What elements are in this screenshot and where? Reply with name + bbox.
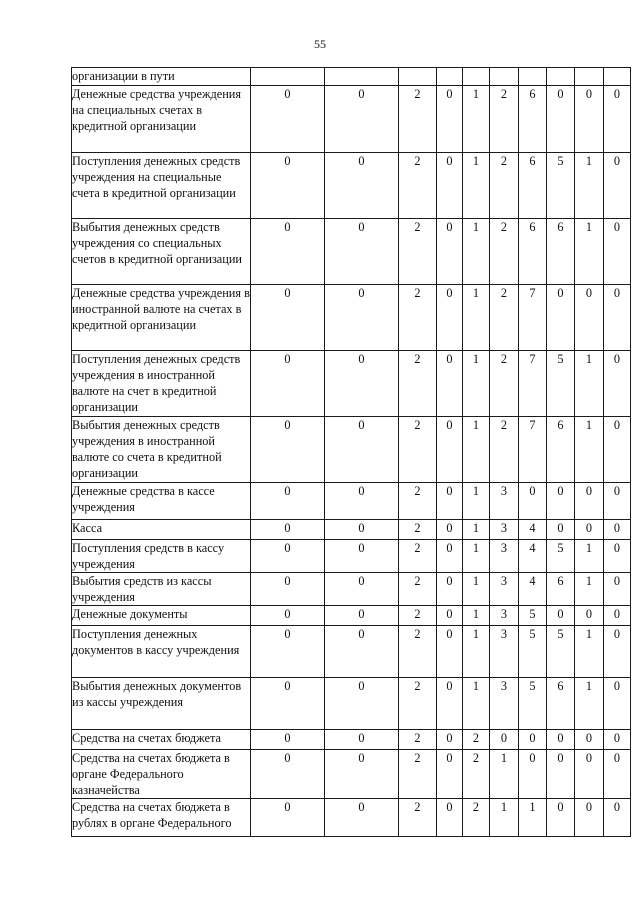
row-name-cell: Выбытия средств из кассы учреждения: [72, 573, 251, 606]
code-digit-cell: 2: [490, 219, 519, 285]
table-row: [72, 351, 631, 417]
code-digit-cell: [490, 68, 519, 86]
code-digit-cell: 0: [251, 285, 325, 351]
code-digit-cell: 0: [251, 606, 325, 626]
row-name-cell: организации в пути: [72, 68, 251, 86]
code-digit-cell: 0: [547, 606, 575, 626]
code-digit-cell: 3: [490, 520, 519, 540]
code-digit-cell: 3: [490, 626, 519, 678]
code-digit-cell: 0: [575, 86, 604, 153]
code-digit-cell: 1: [463, 678, 490, 730]
code-digit-cell: 2: [399, 285, 437, 351]
row-name-cell: Денежные средства учреждения на специальных счетах в кредитной организации: [72, 86, 251, 153]
table-body: [72, 68, 631, 837]
code-digit-cell: 0: [604, 520, 631, 540]
code-digit-cell: 0: [437, 540, 463, 573]
code-digit-cell: 1: [463, 573, 490, 606]
code-digit-cell: 2: [399, 219, 437, 285]
code-digit-cell: 0: [325, 219, 399, 285]
code-digit-cell: 0: [251, 219, 325, 285]
code-digit-cell: [399, 68, 437, 86]
code-digit-cell: 0: [437, 799, 463, 837]
code-digit-cell: 0: [325, 606, 399, 626]
code-digit-cell: 1: [463, 520, 490, 540]
code-digit-cell: 2: [399, 606, 437, 626]
table-row: [72, 483, 631, 520]
code-digit-cell: 2: [463, 730, 490, 750]
code-digit-cell: 0: [437, 417, 463, 483]
code-digit-cell: 0: [437, 606, 463, 626]
code-digit-cell: 0: [325, 626, 399, 678]
table-row: [72, 626, 631, 678]
code-digit-cell: 1: [463, 483, 490, 520]
code-digit-cell: 3: [490, 678, 519, 730]
table-row: [72, 520, 631, 540]
code-digit-cell: 5: [547, 540, 575, 573]
code-digit-cell: 2: [463, 799, 490, 837]
code-digit-cell: 0: [251, 153, 325, 219]
code-digit-cell: 1: [490, 750, 519, 799]
code-digit-cell: 0: [604, 799, 631, 837]
code-digit-cell: 3: [490, 540, 519, 573]
code-digit-cell: 0: [437, 678, 463, 730]
code-digit-cell: 2: [399, 540, 437, 573]
code-digit-cell: 7: [519, 351, 547, 417]
code-digit-cell: 0: [604, 285, 631, 351]
code-digit-cell: 6: [519, 219, 547, 285]
row-name-cell: Средства на счетах бюджета в органе Федерального казначейства: [72, 750, 251, 799]
row-name-cell: Средства на счетах бюджета: [72, 730, 251, 750]
code-digit-cell: 0: [604, 678, 631, 730]
code-digit-cell: 4: [519, 540, 547, 573]
code-digit-cell: 0: [251, 351, 325, 417]
code-digit-cell: 1: [463, 606, 490, 626]
code-digit-cell: 5: [519, 678, 547, 730]
code-digit-cell: 0: [547, 750, 575, 799]
table-row: [72, 219, 631, 285]
row-name-cell: Денежные средства в кассе учреждения: [72, 483, 251, 520]
code-digit-cell: 0: [575, 285, 604, 351]
code-digit-cell: 0: [251, 678, 325, 730]
code-digit-cell: [251, 68, 325, 86]
code-digit-cell: 1: [575, 219, 604, 285]
code-digit-cell: 1: [575, 678, 604, 730]
code-digit-cell: 1: [519, 799, 547, 837]
code-digit-cell: 0: [251, 750, 325, 799]
row-name-cell: Поступления средств в кассу учреждения: [72, 540, 251, 573]
code-digit-cell: 1: [575, 417, 604, 483]
table-row: [72, 750, 631, 799]
code-digit-cell: 0: [251, 799, 325, 837]
code-digit-cell: 1: [463, 351, 490, 417]
code-digit-cell: 0: [437, 730, 463, 750]
code-digit-cell: [547, 68, 575, 86]
code-digit-cell: 0: [437, 153, 463, 219]
code-digit-cell: [604, 68, 631, 86]
code-digit-cell: 7: [519, 285, 547, 351]
row-name-cell: Денежные средства учреждения в иностранной валюте на счетах в кредитной организации: [72, 285, 251, 351]
code-digit-cell: 7: [519, 417, 547, 483]
code-digit-cell: [463, 68, 490, 86]
code-digit-cell: 2: [490, 285, 519, 351]
code-digit-cell: 5: [547, 626, 575, 678]
code-digit-cell: 0: [604, 750, 631, 799]
code-digit-cell: 6: [519, 86, 547, 153]
code-digit-cell: 6: [547, 417, 575, 483]
code-digit-cell: 0: [325, 730, 399, 750]
code-digit-cell: 5: [519, 606, 547, 626]
code-digit-cell: 1: [463, 153, 490, 219]
code-digit-cell: [437, 68, 463, 86]
code-digit-cell: 0: [604, 626, 631, 678]
code-digit-cell: 6: [547, 573, 575, 606]
code-digit-cell: 0: [604, 86, 631, 153]
code-digit-cell: 0: [547, 483, 575, 520]
code-digit-cell: 1: [463, 86, 490, 153]
code-digit-cell: 0: [251, 573, 325, 606]
code-digit-cell: 0: [604, 730, 631, 750]
table-row: [72, 730, 631, 750]
code-digit-cell: 0: [547, 730, 575, 750]
row-name-cell: Поступления денежных средств учреждения на специальные счета в кредитной организации: [72, 153, 251, 219]
code-digit-cell: 0: [437, 626, 463, 678]
code-digit-cell: 5: [547, 351, 575, 417]
code-digit-cell: 6: [519, 153, 547, 219]
code-digit-cell: 1: [463, 417, 490, 483]
code-digit-cell: 2: [399, 520, 437, 540]
code-digit-cell: 0: [437, 219, 463, 285]
table-row: [72, 86, 631, 153]
page-number: 55: [314, 37, 326, 51]
table-row: [72, 417, 631, 483]
code-digit-cell: 0: [325, 573, 399, 606]
row-name-cell: Касса: [72, 520, 251, 540]
code-digit-cell: 0: [604, 351, 631, 417]
row-name-cell: Выбытия денежных средств учреждения со специальных счетов в кредитной организации: [72, 219, 251, 285]
code-digit-cell: 0: [325, 483, 399, 520]
code-digit-cell: 1: [575, 351, 604, 417]
code-digit-cell: 0: [251, 730, 325, 750]
code-digit-cell: 0: [547, 285, 575, 351]
code-digit-cell: 0: [604, 219, 631, 285]
code-digit-cell: 0: [575, 520, 604, 540]
code-digit-cell: 2: [490, 86, 519, 153]
code-digit-cell: 0: [575, 606, 604, 626]
row-name-cell: Средства на счетах бюджета в рублях в органе Федерального: [72, 799, 251, 837]
code-digit-cell: 2: [490, 153, 519, 219]
code-digit-cell: 2: [399, 351, 437, 417]
code-digit-cell: 0: [519, 483, 547, 520]
code-digit-cell: 6: [547, 219, 575, 285]
code-digit-cell: 0: [604, 606, 631, 626]
code-digit-cell: 1: [463, 219, 490, 285]
code-digit-cell: 5: [519, 626, 547, 678]
code-digit-cell: 0: [575, 799, 604, 837]
code-digit-cell: 1: [575, 540, 604, 573]
code-digit-cell: 4: [519, 573, 547, 606]
code-digit-cell: 0: [251, 520, 325, 540]
code-digit-cell: 0: [519, 730, 547, 750]
code-digit-cell: 2: [490, 351, 519, 417]
code-digit-cell: 0: [604, 417, 631, 483]
code-digit-cell: 2: [399, 417, 437, 483]
code-digit-cell: 0: [325, 678, 399, 730]
code-digit-cell: 0: [547, 86, 575, 153]
code-digit-cell: 0: [604, 483, 631, 520]
table-row: [72, 540, 631, 573]
code-digit-cell: 0: [547, 520, 575, 540]
code-digit-cell: 0: [325, 417, 399, 483]
code-digit-cell: [519, 68, 547, 86]
row-name-cell: Выбытия денежных средств учреждения в иностранной валюте со счета в кредитной организации: [72, 417, 251, 483]
code-digit-cell: 2: [399, 573, 437, 606]
code-digit-cell: 2: [399, 153, 437, 219]
code-digit-cell: 2: [490, 417, 519, 483]
code-digit-cell: 1: [575, 626, 604, 678]
code-digit-cell: 0: [575, 483, 604, 520]
code-digit-cell: 0: [325, 351, 399, 417]
code-digit-cell: 1: [490, 799, 519, 837]
code-digit-cell: 0: [325, 285, 399, 351]
code-digit-cell: 1: [575, 573, 604, 606]
code-digit-cell: 0: [437, 483, 463, 520]
account-code-table: [71, 67, 631, 837]
code-digit-cell: 3: [490, 606, 519, 626]
table-row: [72, 573, 631, 606]
code-digit-cell: 0: [604, 153, 631, 219]
code-digit-cell: 0: [325, 799, 399, 837]
code-digit-cell: 0: [437, 520, 463, 540]
code-digit-cell: 2: [399, 86, 437, 153]
code-digit-cell: 2: [399, 626, 437, 678]
code-digit-cell: 0: [251, 417, 325, 483]
table-row: [72, 285, 631, 351]
table-row: [72, 678, 631, 730]
code-digit-cell: 1: [463, 285, 490, 351]
code-digit-cell: 0: [437, 285, 463, 351]
code-digit-cell: 0: [575, 730, 604, 750]
table-row: [72, 799, 631, 837]
code-digit-cell: 0: [325, 86, 399, 153]
code-digit-cell: 1: [463, 626, 490, 678]
code-digit-cell: 0: [251, 86, 325, 153]
code-digit-cell: 0: [547, 799, 575, 837]
code-digit-cell: 0: [437, 351, 463, 417]
code-digit-cell: 0: [325, 750, 399, 799]
code-digit-cell: 0: [251, 540, 325, 573]
code-digit-cell: 1: [463, 540, 490, 573]
row-name-cell: Денежные документы: [72, 606, 251, 626]
code-digit-cell: 3: [490, 573, 519, 606]
code-digit-cell: 0: [325, 540, 399, 573]
code-digit-cell: 0: [490, 730, 519, 750]
code-digit-cell: 0: [519, 750, 547, 799]
code-digit-cell: 0: [325, 520, 399, 540]
row-name-cell: Выбытия денежных документов из кассы учреждения: [72, 678, 251, 730]
code-digit-cell: 6: [547, 678, 575, 730]
code-digit-cell: 0: [604, 540, 631, 573]
code-digit-cell: 1: [575, 153, 604, 219]
code-digit-cell: 0: [325, 153, 399, 219]
code-digit-cell: 0: [437, 750, 463, 799]
code-digit-cell: 4: [519, 520, 547, 540]
table-row: [72, 606, 631, 626]
code-digit-cell: 2: [399, 799, 437, 837]
row-name-cell: Поступления денежных документов в кассу учреждения: [72, 626, 251, 678]
code-digit-cell: 2: [399, 483, 437, 520]
code-digit-cell: 2: [399, 678, 437, 730]
code-digit-cell: 2: [399, 750, 437, 799]
code-digit-cell: 0: [604, 573, 631, 606]
code-digit-cell: 2: [399, 730, 437, 750]
code-digit-cell: 0: [251, 626, 325, 678]
code-digit-cell: [575, 68, 604, 86]
code-digit-cell: 2: [463, 750, 490, 799]
code-digit-cell: 5: [547, 153, 575, 219]
code-digit-cell: [325, 68, 399, 86]
code-digit-cell: 0: [437, 86, 463, 153]
code-digit-cell: 0: [251, 483, 325, 520]
row-name-cell: Поступления денежных средств учреждения в иностранной валюте на счет в кредитной организации: [72, 351, 251, 417]
code-digit-cell: 3: [490, 483, 519, 520]
table-row: [72, 153, 631, 219]
code-digit-cell: 0: [437, 573, 463, 606]
table-row: [72, 68, 631, 86]
code-digit-cell: 0: [575, 750, 604, 799]
